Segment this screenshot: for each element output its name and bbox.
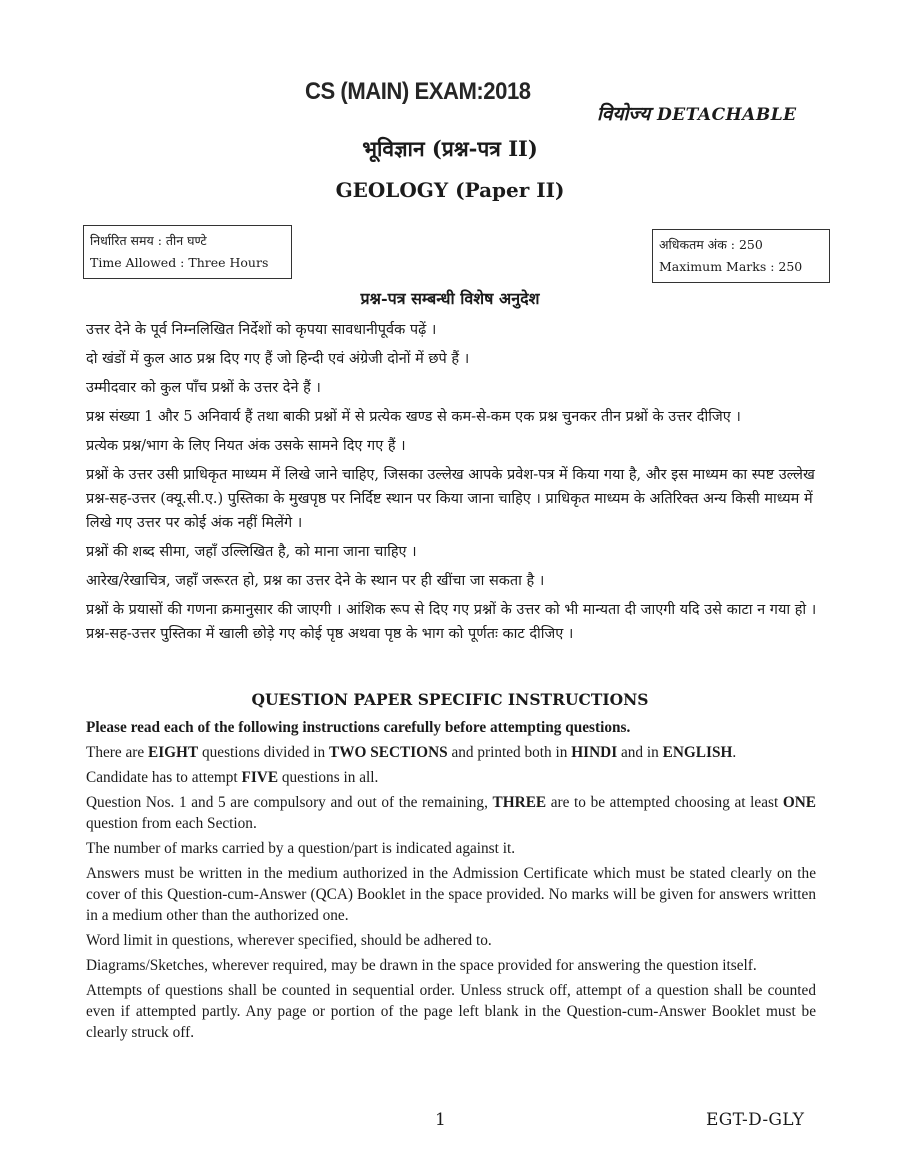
instruction-hindi-item: प्रश्नों की शब्द सीमा, जहाँ उल्लिखित है, को माना जाना चाहिए । <box>86 544 417 560</box>
instruction-english-item: Question Nos. 1 and 5 are compulsory and out of the remaining, THREE are to be attempted choosing at least ONE question from each Section. <box>86 794 816 832</box>
paper-code: EGT-D-GLY <box>706 1110 805 1130</box>
instruction-english-item: Candidate has to attempt FIVE questions in all. <box>86 769 379 786</box>
subject-title-english: GEOLOGY (Paper II) <box>335 178 565 202</box>
instructions-list-english <box>86 717 816 1047</box>
time-allowed-box <box>83 225 292 279</box>
instruction-english-item: Diagrams/Sketches, wherever required, may be drawn in the space provided for answering the question itself. <box>86 957 757 974</box>
instructions-lead: Please read each of the following instructions carefully before attempting questions. <box>86 719 631 736</box>
instruction-english-item: Answers must be written in the medium authorized in the Admission Certificate which must be stated clearly on the cover of this Question-cum-Answer (QCA) Booklet in the space provided. No marks will be given for answers written in a medium other than the authorized one. <box>86 865 816 924</box>
instruction-hindi-item: प्रत्येक प्रश्न/भाग के लिए नियत अंक उसके सामने दिए गए हैं । <box>86 438 406 454</box>
instructions-heading-hindi: प्रश्न-पत्र सम्बन्धी विशेष अनुदेश <box>360 289 540 308</box>
instructions-list-hindi <box>86 318 821 651</box>
instruction-hindi-item: दो खंडों में कुल आठ प्रश्न दिए गए हैं जो हिन्दी एवं अंग्रेजी दोनों में छपे हैं । <box>86 351 470 367</box>
detachable-label <box>597 100 797 126</box>
instruction-hindi-item: उत्तर देने के पूर्व निम्नलिखित निर्देशों को कृपया सावधानीपूर्वक पढ़ें । <box>86 322 437 338</box>
instructions-heading-english: QUESTION PAPER SPECIFIC INSTRUCTIONS <box>251 690 649 709</box>
instruction-english-item: Word limit in questions, wherever specified, should be adhered to. <box>86 932 492 949</box>
instruction-hindi-item: प्रश्नों के प्रयासों की गणना क्रमानुसार की जाएगी । आंशिक रूप से दिए गए प्रश्नों के उत्तर को भी मान्यता दी जाएगी यदि उसे काटा न गया हो । प्रश्न-सह-उत्तर पुस्तिका में खाली छोड़े गए कोई पृष्ठ अथवा पृष्ठ के भाग को पूर्णतः काट दीजिए । <box>86 602 817 642</box>
detachable-english: DETACHABLE <box>656 105 797 125</box>
instruction-english-item: Attempts of questions shall be counted in sequential order. Unless struck off, attempt of a question shall be counted even if attempted partly. Any page or portion of the page left blank in the Question-cum-Answer Booklet must be clearly struck off. <box>86 982 816 1041</box>
instruction-english-item: There are EIGHT questions divided in TWO SECTIONS and printed both in HINDI and in ENGLISH. <box>86 744 737 761</box>
exam-title: CS (MAIN) EXAM:2018 <box>305 78 531 105</box>
maximum-marks-hindi: अधिकतम अंक : 250 <box>659 237 763 252</box>
maximum-marks-english: Maximum Marks : 250 <box>659 259 803 274</box>
instruction-hindi-item: प्रश्नों के उत्तर उसी प्राधिकृत माध्यम में लिखे जाने चाहिए, जिसका उल्लेख आपके प्रवेश-पत्र में किया गया है, और इस माध्यम का स्पष्ट उल्लेख प्रश्न-सह-उत्तर (क्यू.सी.ए.) पुस्तिका के मुखपृष्ठ पर निर्दिष्ट स्थान पर किया जाना चाहिए । प्राधिकृत माध्यम के अतिरिक्त अन्य किसी माध्यम में लिखे गए उत्तर पर कोई अंक नहीं मिलेंगे । <box>86 467 815 531</box>
time-allowed-hindi: निर्धारित समय : तीन घण्टे <box>90 233 207 248</box>
subject-title-hindi: भूविज्ञान (प्रश्न-पत्र II) <box>362 136 538 161</box>
instruction-hindi-item: उम्मीदवार को कुल पाँच प्रश्नों के उत्तर देने हैं । <box>86 380 321 396</box>
instruction-hindi-item: प्रश्न संख्या 1 और 5 अनिवार्य हैं तथा बाकी प्रश्नों में से प्रत्येक खण्ड से कम-से-कम एक प्रश्न चुनकर तीन प्रश्नों के उत्तर दीजिए । <box>86 409 741 425</box>
maximum-marks-box <box>652 229 830 283</box>
instruction-hindi-item: आरेख/रेखाचित्र, जहाँ जरूरत हो, प्रश्न का उत्तर देने के स्थान पर ही खींचा जा सकता है । <box>86 573 545 589</box>
page-number: 1 <box>435 1110 446 1130</box>
time-allowed-english: Time Allowed : Three Hours <box>90 255 269 270</box>
instruction-english-item: The number of marks carried by a question/part is indicated against it. <box>86 840 516 857</box>
detachable-hindi: वियोज्य <box>597 103 651 125</box>
